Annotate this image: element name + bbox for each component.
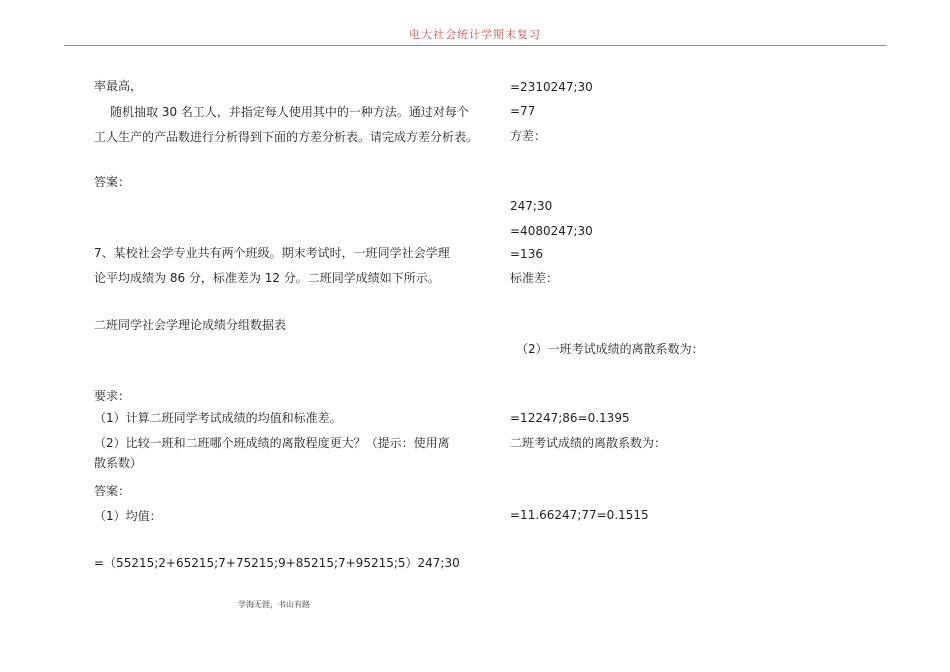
answer-label: 答案： — [94, 484, 131, 498]
formula-line: =12247;86=0.1395 — [510, 411, 630, 425]
text-line: 散系数） — [94, 456, 143, 470]
dispersion-label-1: （2）一班考试成绩的离散系数为： — [516, 342, 704, 356]
requirement-2: （2）比较一班和二班哪个班成绩的离散程度更大？（提示：使用离 — [94, 436, 450, 450]
formula-line: 247;30 — [510, 199, 553, 213]
requirements-label: 要求： — [94, 389, 131, 403]
text-line: 率最高， — [94, 79, 143, 93]
answer-label: 答案： — [94, 175, 131, 189]
std-dev-label: 标准差： — [510, 271, 559, 285]
text-line: 随机抽取 30 名工人，并指定每人使用其中的一种方法。通过对每个 — [110, 105, 469, 119]
text-line: 论平均成绩为 86 分，标准差为 12 分。二班同学成绩如下所示。 — [94, 271, 440, 285]
formula-line: =2310247;30 — [510, 80, 593, 94]
table-caption: 二班同学社会学理论成绩分组数据表 — [94, 318, 287, 332]
formula-line: =11.66247;77=0.1515 — [510, 508, 649, 522]
formula-line: =136 — [510, 247, 543, 261]
mean-label: （1）均值： — [94, 509, 162, 523]
requirement-1: （1）计算二班同学考试成绩的均值和标准差。 — [94, 411, 342, 425]
page-footer: 学海无涯，书山有路 — [238, 600, 310, 609]
header-divider — [64, 45, 886, 46]
variance-label: 方差： — [510, 129, 547, 143]
text-line: 工人生产的产品数进行分析得到下面的方差分析表。请完成方差分析表。 — [94, 130, 479, 144]
formula-line: =77 — [510, 104, 536, 118]
question-7: 7、某校社会学专业共有两个班级。期末考试时，一班同学社会学理 — [94, 246, 450, 260]
page-header-title: 电大社会统计学期末复习 — [409, 28, 541, 41]
dispersion-label-2: 二班考试成绩的离散系数为： — [510, 436, 667, 450]
mean-formula: =（55215;2+65215;7+75215;9+85215;7+95215;5）247;30 — [94, 556, 460, 570]
formula-line: =4080247;30 — [510, 224, 593, 238]
